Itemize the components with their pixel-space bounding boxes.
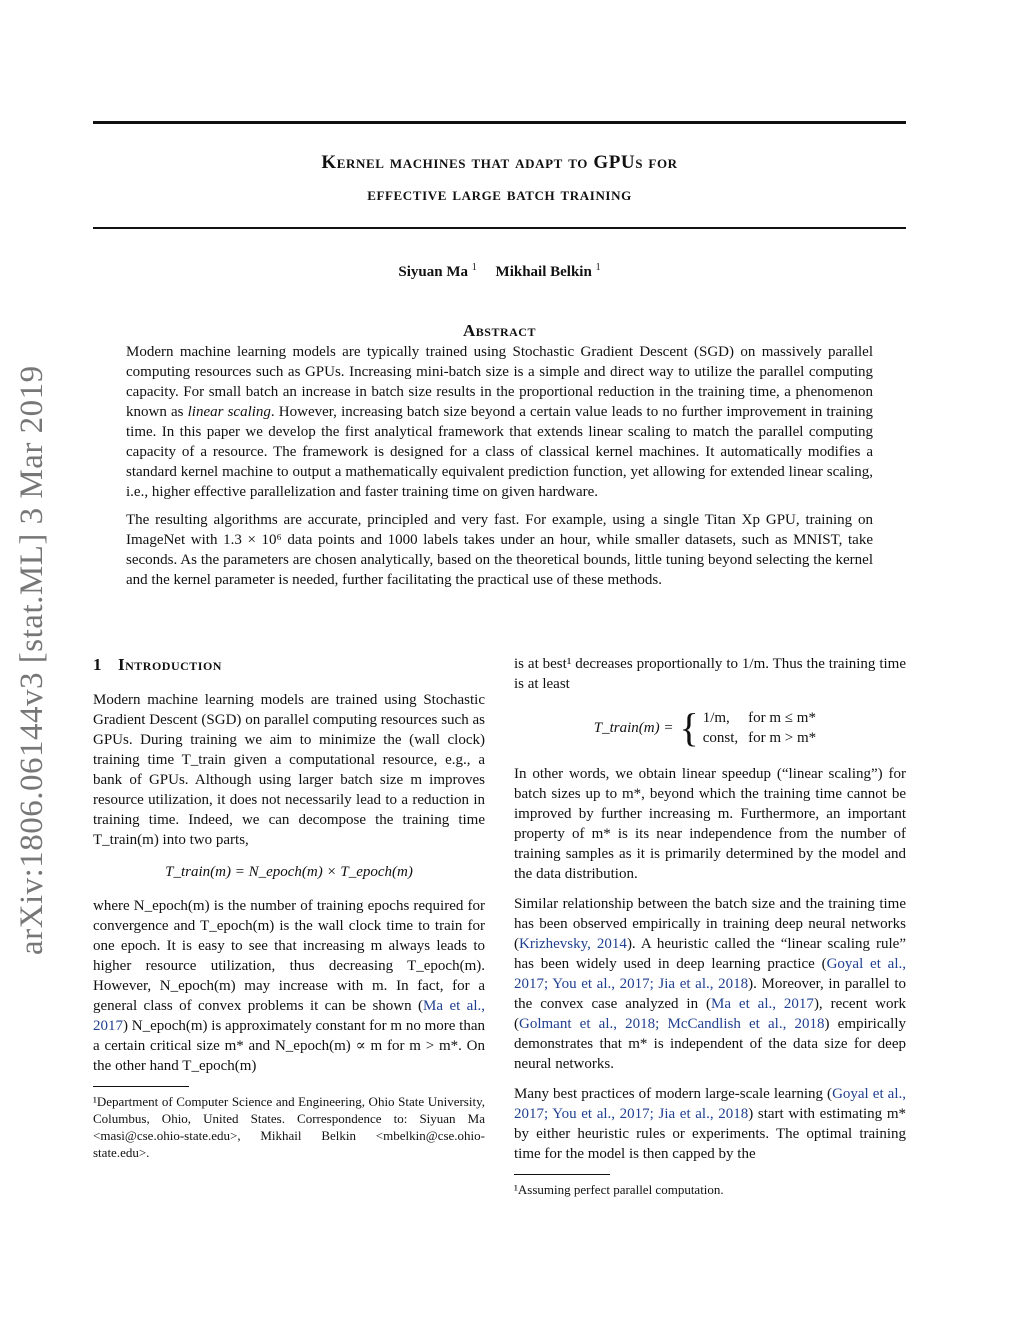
body-paragraph: In other words, we obtain linear speedup (“linear scaling”) for batch sizes up to m*, beyond which the training time cannot be improved by further increasing m. Furthermore, an important property of m* is its near independence from the number of training samples as it is primarily determined by the model and the data distribution. [514, 766, 906, 882]
body-paragraph [514, 1084, 906, 1164]
body-text: ), recent work ( [514, 996, 906, 1032]
section-number: 1 [93, 655, 102, 674]
body-text: Many best practices of modern large-scale learning ( [514, 1086, 833, 1102]
citation-link[interactable]: Krizhevsky, 2014 [519, 936, 627, 952]
abstract-paragraph [126, 342, 873, 502]
equation-case-row [703, 728, 826, 748]
title-line-1: Kernel machines that adapt to GPUs for [321, 152, 678, 173]
author-list [93, 262, 906, 281]
title-top-rule [93, 121, 906, 124]
case-condition: for m > m* [748, 730, 817, 746]
paper-title [93, 147, 906, 211]
footnote-rule [93, 1086, 189, 1087]
parallel-computation-footnote: ¹Assuming perfect parallel computation. [514, 1182, 724, 1197]
body-text: ). Moreover, in parallel to the convex case analyzed in ( [514, 976, 906, 1012]
title-bottom-rule [93, 227, 906, 229]
citation-link[interactable]: Goyal et al., 2017; You et al., 2017; Jia et al., 2018 [514, 1086, 907, 1122]
body-text: ) empirically demonstrates that m* is independent of the data size for deep neural networks. [514, 1016, 906, 1072]
body-paragraph: Modern machine learning models are trained using Stochastic Gradient Descent (SGD) on parallel computing resources such as GPUs. During training we aim to minimize the (wall clock) training time T_train given a computational resource, e.g., a bank of GPUs. Although using larger batch size m improves resource utilization, it does not necessarily lead to a reduction in training time. Indeed, we can decompose the training time T_train(m) into two parts, [93, 692, 485, 848]
case-value: 1/m, [702, 710, 730, 726]
body-text: ). A heuristic called the “linear scaling rule” has been widely used in deep learning practice ( [514, 936, 906, 972]
citation-link[interactable]: Ma et al., 2017 [711, 996, 814, 1012]
abstract-text: Modern machine learning models are typically trained using Stochastic Gradient Descent (SGD) on massively parallel computing resources such as GPUs. Increasing mini-batch size is a simple and direct way to utilize the parallel computing capacity. For small batch an increase in batch size results in the proportional reduction in the training time, a phenomenon known as [126, 344, 873, 420]
body-text: where N_epoch(m) is the number of training epochs required for convergence and T_epoch(m) is the wall clock time to train for one epoch. It is easy to see that increasing m always leads to higher resource utilization, thus decreasing T_epoch(m). However, N_epoch(m) may increase with m. In fact, for a general class of convex problems it can be shown ( [93, 898, 485, 1014]
author-affiliation-mark: 1 [595, 262, 601, 273]
body-text: ) start with estimating m* by either heuristic rules or experiments. The optimal training time for the model is then capped by the [514, 1106, 906, 1162]
citation-link[interactable]: Ma et al., 2017 [93, 998, 485, 1034]
left-column [93, 654, 485, 1161]
footnote-rule [514, 1174, 610, 1175]
abstract-text: . However, increasing batch size beyond a certain value leads to no further improvement in training time. In this paper we develop the first analytical framework that extends linear scaling to match the parallel computing capacity of a resource. The framework is designed for a class of classical kernel machines. It automatically modifies a standard kernel machine to output a mathematically equivalent prediction function, yet allowing for extended linear scaling, i.e., higher effective parallelization and faster training time on given hardware. [126, 404, 874, 500]
right-column [514, 654, 906, 1198]
section-heading-introduction [93, 654, 485, 676]
author-name: Siyuan Ma [398, 264, 469, 280]
abstract-emphasis: linear scaling [187, 404, 271, 420]
arxiv-watermark[interactable]: arXiv:1806.06144v3 [stat.ML] 3 Mar 2019 [14, 365, 50, 955]
case-condition: for m ≤ m* [748, 710, 816, 726]
equation-cases [703, 708, 826, 748]
section-title: Introduction [118, 655, 222, 674]
abstract-paragraph: The resulting algorithms are accurate, principled and very fast. For example, using a single Titan Xp GPU, training on ImageNet with 1.3 × 10⁶ data points and 1000 labels takes under an hour, while smaller datasets, such as MNIST, take seconds. As the parameters are chosen analytically, based on the theoretical bounds, little tuning beyond selecting the kernel and the kernel parameter is needed, further facilitating the practical use of these methods. [126, 512, 873, 588]
abstract-heading: Abstract [463, 321, 536, 340]
body-paragraph: is at best¹ decreases proportionally to 1/m. Thus the training time is at least [514, 656, 906, 692]
equation-case-row [703, 708, 826, 728]
body-text: ) N_epoch(m) is approximately constant for m no more than a certain critical size m* and N_epoch(m) ∝ m for m > m*. On the other hand T_epoch(m) [93, 1018, 485, 1074]
title-line-2: effective large batch training [367, 184, 632, 205]
case-value: const, [702, 730, 739, 746]
left-brace: { [679, 705, 699, 750]
body-paragraph [93, 896, 485, 1076]
body-paragraph [514, 894, 906, 1074]
author-affiliation-mark: 1 [471, 262, 477, 273]
affiliation-footnote: ¹Department of Computer Science and Engineering, Ohio State University, Columbus, Ohio, United States. Correspondence to: Siyuan Ma <masi@cse.ohio-state.edu>, Mikhail Belkin <mbelkin@cse.ohio-state.edu>. [93, 1094, 485, 1160]
abstract-body [126, 342, 873, 598]
equation-piecewise-training-time [514, 705, 906, 750]
author-name: Mikhail Belkin [495, 264, 592, 280]
body-text: Similar relationship between the batch size and the training time has been observed empirically in training deep neural networks ( [514, 896, 906, 952]
equation-training-time: T_train(m) = N_epoch(m) × T_epoch(m) [165, 864, 413, 880]
citation-link[interactable]: Goyal et al., 2017; You et al., 2017; Jia et al., 2018 [514, 956, 906, 992]
citation-link[interactable]: Golmant et al., 2018; McCandlish et al., 2018 [519, 1016, 825, 1032]
equation-lhs: T_train(m) = [593, 720, 674, 736]
